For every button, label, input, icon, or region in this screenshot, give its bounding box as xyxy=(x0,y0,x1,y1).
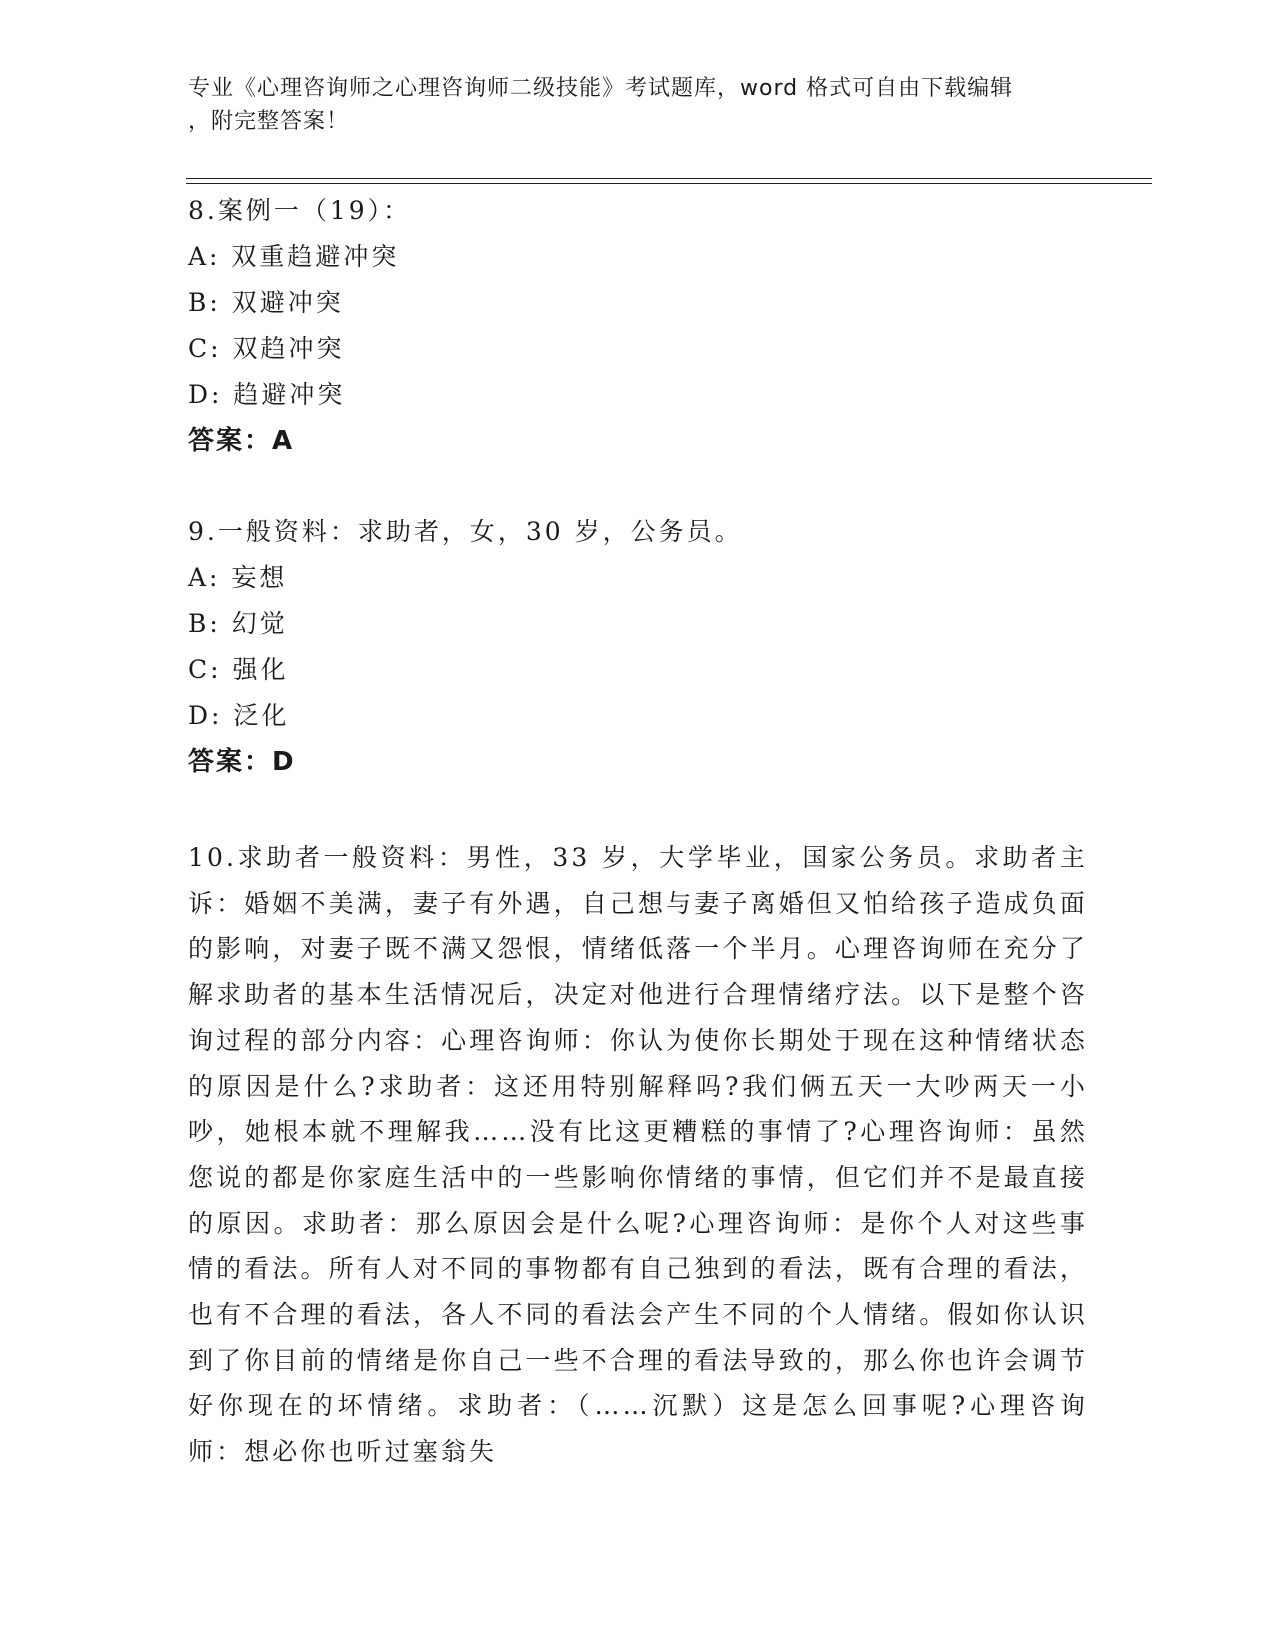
option-d: D: 泛化 xyxy=(188,701,290,730)
question-8 xyxy=(188,188,1088,464)
answer-label: 答案：D xyxy=(188,747,296,777)
question-9 xyxy=(188,509,1088,785)
document-header xyxy=(188,72,1068,138)
option-d: D: 趋避冲突 xyxy=(188,380,346,409)
question-content xyxy=(188,188,1088,1475)
option-b: B: 双避冲突 xyxy=(188,288,344,317)
option-a: A: 双重趋避冲突 xyxy=(188,242,400,271)
header-line-1: 专业《心理咨询师之心理咨询师二级技能》考试题库，word 格式可自由下载编辑 xyxy=(188,76,1014,101)
header-divider-top xyxy=(186,178,1152,179)
question-10-text: 10.求助者一般资料：男性，33 岁，大学毕业，国家公务员。求助者主诉：婚姻不美满，妻子有外遇，自己想与妻子离婚但又怕给孩子造成负面的影响，对妻子既不满又怨恨，情绪低落一个半月。心理咨询师在充分了解求助者的基本生活情况后，决定对他进行合理情绪疗法。以下是整个咨询过程的部分内容：心理咨询师：你认为使你长期处于现在这种情绪状态的原因是什么?求助者：这还用特别解释吗?我们俩五天一大吵两天一小吵，她根本就不理解我……没有比这更糟糕的事情了?心理咨询师：虽然您说的都是你家庭生活中的一些影响你情绪的事情，但它们并不是最直接的原因。求助者：那么原因会是什么呢?心理咨询师：是你个人对这些事情的看法。所有人对不同的事物都有自己独到的看法，既有合理的看法，也有不合理的看法，各人不同的看法会产生不同的个人情绪。假如你认识到了你目前的情绪是你自己一些不合理的看法导致的，那么你也许会调节好你现在的坏情绪。求助者：（……沉默）这是怎么回事呢?心理咨询师：想必你也听过塞翁失 xyxy=(188,843,1088,1467)
option-b: B: 幻觉 xyxy=(188,609,288,638)
question-title: 8.案例一（19）： xyxy=(188,196,412,225)
header-divider-bottom xyxy=(186,183,1152,184)
spacer xyxy=(188,785,1088,841)
spacer xyxy=(188,464,1088,509)
question-title: 9.一般资料：求助者，女，30 岁，公务员。 xyxy=(188,517,743,546)
answer-label: 答案：A xyxy=(188,426,295,456)
option-c: C: 强化 xyxy=(188,655,289,684)
header-line-2: ，附完整答案！ xyxy=(188,109,350,134)
option-a: A: 妄想 xyxy=(188,563,288,592)
option-c: C: 双趋冲突 xyxy=(188,334,345,363)
